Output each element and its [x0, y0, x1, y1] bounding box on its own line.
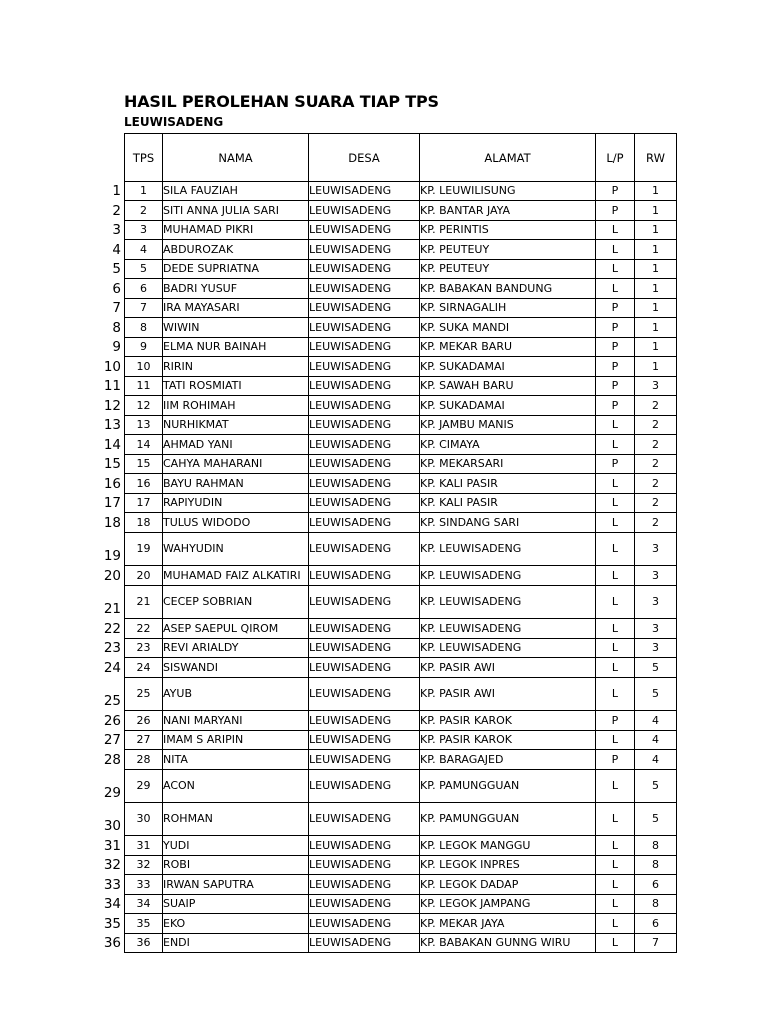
- cell-tps: 2: [125, 201, 163, 221]
- row-number: 4: [112, 242, 121, 258]
- table-row: [125, 299, 677, 318]
- cell-lp: L: [596, 914, 635, 934]
- cell-tps: 28: [125, 750, 163, 770]
- cell-desa: LEUWISADENG: [309, 279, 420, 299]
- cell-tps: 7: [125, 299, 163, 318]
- cell-rw: 8: [635, 836, 677, 856]
- page-title: HASIL PEROLEHAN SUARA TIAP TPS: [124, 92, 439, 111]
- table-row: [125, 658, 677, 678]
- row-number: 19: [103, 548, 121, 564]
- cell-alamat: KP. PAMUNGGUAN: [420, 803, 596, 836]
- cell-tps: 8: [125, 318, 163, 338]
- cell-tps: 3: [125, 221, 163, 240]
- cell-desa: LEUWISADENG: [309, 299, 420, 318]
- cell-nama: WIWIN: [163, 318, 309, 338]
- cell-rw: 6: [635, 875, 677, 895]
- cell-lp: L: [596, 260, 635, 279]
- cell-desa: LEUWISADENG: [309, 357, 420, 377]
- cell-lp: P: [596, 201, 635, 221]
- cell-desa: LEUWISADENG: [309, 566, 420, 586]
- row-number: 5: [112, 261, 121, 277]
- table-row: [125, 338, 677, 357]
- table-row: [125, 182, 677, 201]
- cell-desa: LEUWISADENG: [309, 201, 420, 221]
- cell-tps: 13: [125, 416, 163, 435]
- cell-nama: MUHAMAD FAIZ ALKATIRI: [163, 566, 309, 586]
- cell-lp: P: [596, 318, 635, 338]
- cell-tps: 29: [125, 770, 163, 803]
- table-row: [125, 639, 677, 658]
- cell-alamat: KP. LEUWISADENG: [420, 586, 596, 619]
- cell-tps: 21: [125, 586, 163, 619]
- row-number: 7: [112, 300, 121, 316]
- cell-lp: L: [596, 240, 635, 260]
- cell-nama: SISWANDI: [163, 658, 309, 678]
- header-alamat: ALAMAT: [420, 134, 596, 182]
- table-row: [125, 731, 677, 750]
- row-number: 27: [103, 732, 121, 748]
- cell-tps: 14: [125, 435, 163, 455]
- cell-desa: LEUWISADENG: [309, 658, 420, 678]
- cell-rw: 4: [635, 711, 677, 731]
- cell-alamat: KP. SINDANG SARI: [420, 513, 596, 533]
- cell-lp: L: [596, 836, 635, 856]
- cell-rw: 5: [635, 678, 677, 711]
- row-number: 17: [103, 495, 121, 511]
- cell-lp: P: [596, 711, 635, 731]
- table-row: [125, 836, 677, 856]
- cell-rw: 1: [635, 260, 677, 279]
- table-row: [125, 221, 677, 240]
- row-number: 22: [103, 621, 121, 637]
- cell-nama: EKO: [163, 914, 309, 934]
- cell-rw: 2: [635, 474, 677, 494]
- cell-nama: TULUS WIDODO: [163, 513, 309, 533]
- row-number: 12: [103, 398, 121, 414]
- cell-tps: 12: [125, 396, 163, 416]
- cell-lp: L: [596, 221, 635, 240]
- cell-desa: LEUWISADENG: [309, 533, 420, 566]
- cell-alamat: KP. LEUWISADENG: [420, 619, 596, 639]
- row-number: 23: [103, 640, 121, 656]
- table-row: [125, 934, 677, 953]
- row-number: 30: [103, 818, 121, 834]
- cell-alamat: KP. PASIR KAROK: [420, 711, 596, 731]
- cell-nama: IRA MAYASARI: [163, 299, 309, 318]
- table-row: [125, 533, 677, 566]
- cell-rw: 8: [635, 856, 677, 875]
- cell-desa: LEUWISADENG: [309, 455, 420, 474]
- cell-tps: 23: [125, 639, 163, 658]
- cell-rw: 2: [635, 494, 677, 513]
- table-row: [125, 279, 677, 299]
- cell-desa: LEUWISADENG: [309, 318, 420, 338]
- table-row: [125, 566, 677, 586]
- cell-lp: P: [596, 338, 635, 357]
- cell-desa: LEUWISADENG: [309, 513, 420, 533]
- cell-rw: 1: [635, 221, 677, 240]
- cell-desa: LEUWISADENG: [309, 836, 420, 856]
- header-nama: NAMA: [163, 134, 309, 182]
- cell-nama: CECEP SOBRIAN: [163, 586, 309, 619]
- cell-tps: 6: [125, 279, 163, 299]
- cell-alamat: KP. PEUTEUY: [420, 240, 596, 260]
- cell-alamat: KP. LEGOK INPRES: [420, 856, 596, 875]
- cell-alamat: KP. MEKARSARI: [420, 455, 596, 474]
- cell-nama: YUDI: [163, 836, 309, 856]
- cell-lp: P: [596, 182, 635, 201]
- cell-lp: P: [596, 750, 635, 770]
- table-row: [125, 914, 677, 934]
- cell-nama: IIM ROHIMAH: [163, 396, 309, 416]
- cell-tps: 17: [125, 494, 163, 513]
- cell-desa: LEUWISADENG: [309, 678, 420, 711]
- cell-lp: L: [596, 494, 635, 513]
- cell-lp: L: [596, 639, 635, 658]
- table-row: [125, 318, 677, 338]
- cell-alamat: KP. KALI PASIR: [420, 474, 596, 494]
- cell-desa: LEUWISADENG: [309, 474, 420, 494]
- cell-alamat: KP. LEUWISADENG: [420, 533, 596, 566]
- table-row: [125, 619, 677, 639]
- cell-rw: 1: [635, 279, 677, 299]
- cell-desa: LEUWISADENG: [309, 494, 420, 513]
- cell-desa: LEUWISADENG: [309, 221, 420, 240]
- cell-alamat: KP. LEGOK MANGGU: [420, 836, 596, 856]
- table-row: [125, 416, 677, 435]
- table-row: [125, 435, 677, 455]
- cell-rw: 3: [635, 586, 677, 619]
- cell-nama: ABDUROZAK: [163, 240, 309, 260]
- cell-desa: LEUWISADENG: [309, 377, 420, 396]
- cell-alamat: KP. MEKAR BARU: [420, 338, 596, 357]
- cell-desa: LEUWISADENG: [309, 803, 420, 836]
- cell-nama: AHMAD YANI: [163, 435, 309, 455]
- cell-tps: 26: [125, 711, 163, 731]
- cell-rw: 5: [635, 770, 677, 803]
- cell-lp: P: [596, 357, 635, 377]
- cell-rw: 4: [635, 731, 677, 750]
- cell-lp: L: [596, 770, 635, 803]
- row-number: 2: [112, 203, 121, 219]
- table-row: [125, 377, 677, 396]
- header-desa: DESA: [309, 134, 420, 182]
- row-number: 20: [103, 568, 121, 584]
- cell-rw: 1: [635, 299, 677, 318]
- table-row: [125, 856, 677, 875]
- cell-nama: IMAM S ARIPIN: [163, 731, 309, 750]
- row-number: 3: [112, 222, 121, 238]
- cell-alamat: KP. PERINTIS: [420, 221, 596, 240]
- cell-nama: WAHYUDIN: [163, 533, 309, 566]
- cell-nama: NANI MARYANI: [163, 711, 309, 731]
- cell-nama: ENDI: [163, 934, 309, 953]
- cell-nama: RAPIYUDIN: [163, 494, 309, 513]
- cell-lp: L: [596, 875, 635, 895]
- table-row: [125, 455, 677, 474]
- cell-alamat: KP. BABAKAN GUNNG WIRU: [420, 934, 596, 953]
- row-number: 25: [103, 693, 121, 709]
- cell-tps: 19: [125, 533, 163, 566]
- cell-lp: L: [596, 619, 635, 639]
- cell-nama: BADRI YUSUF: [163, 279, 309, 299]
- cell-tps: 18: [125, 513, 163, 533]
- cell-tps: 30: [125, 803, 163, 836]
- cell-desa: LEUWISADENG: [309, 338, 420, 357]
- table-row: [125, 240, 677, 260]
- cell-tps: 24: [125, 658, 163, 678]
- table-row: [125, 770, 677, 803]
- cell-rw: 2: [635, 416, 677, 435]
- row-number: 15: [103, 456, 121, 472]
- row-number: 33: [103, 877, 121, 893]
- cell-nama: SILA FAUZIAH: [163, 182, 309, 201]
- cell-desa: LEUWISADENG: [309, 856, 420, 875]
- cell-tps: 15: [125, 455, 163, 474]
- cell-tps: 35: [125, 914, 163, 934]
- row-number: 21: [103, 601, 121, 617]
- cell-tps: 4: [125, 240, 163, 260]
- row-number: 14: [103, 437, 121, 453]
- table-row: [125, 678, 677, 711]
- cell-desa: LEUWISADENG: [309, 875, 420, 895]
- page-subtitle: LEUWISADENG: [124, 115, 224, 129]
- row-number: 34: [103, 896, 121, 912]
- cell-desa: LEUWISADENG: [309, 934, 420, 953]
- row-number: 35: [103, 916, 121, 932]
- cell-lp: L: [596, 533, 635, 566]
- cell-alamat: KP. BABAKAN BANDUNG: [420, 279, 596, 299]
- cell-rw: 1: [635, 338, 677, 357]
- cell-tps: 11: [125, 377, 163, 396]
- cell-nama: SITI ANNA JULIA SARI: [163, 201, 309, 221]
- cell-lp: P: [596, 299, 635, 318]
- table-row: [125, 586, 677, 619]
- cell-rw: 5: [635, 658, 677, 678]
- cell-alamat: KP. SUKADAMAI: [420, 396, 596, 416]
- row-number: 8: [112, 320, 121, 336]
- cell-alamat: KP. KALI PASIR: [420, 494, 596, 513]
- cell-rw: 6: [635, 914, 677, 934]
- row-number: 31: [103, 838, 121, 854]
- table-header-row: [125, 134, 677, 182]
- cell-lp: L: [596, 678, 635, 711]
- row-number: 13: [103, 417, 121, 433]
- cell-tps: 27: [125, 731, 163, 750]
- cell-desa: LEUWISADENG: [309, 619, 420, 639]
- cell-nama: ELMA NUR BAINAH: [163, 338, 309, 357]
- row-number: 28: [103, 752, 121, 768]
- cell-tps: 33: [125, 875, 163, 895]
- cell-alamat: KP. BARAGAJED: [420, 750, 596, 770]
- cell-rw: 3: [635, 533, 677, 566]
- cell-desa: LEUWISADENG: [309, 240, 420, 260]
- cell-rw: 3: [635, 619, 677, 639]
- cell-lp: P: [596, 396, 635, 416]
- cell-lp: L: [596, 435, 635, 455]
- cell-alamat: KP. LEUWILISUNG: [420, 182, 596, 201]
- cell-lp: L: [596, 566, 635, 586]
- cell-rw: 5: [635, 803, 677, 836]
- cell-desa: LEUWISADENG: [309, 260, 420, 279]
- cell-rw: 7: [635, 934, 677, 953]
- cell-nama: AYUB: [163, 678, 309, 711]
- cell-lp: L: [596, 513, 635, 533]
- cell-alamat: KP. MEKAR JAYA: [420, 914, 596, 934]
- cell-desa: LEUWISADENG: [309, 396, 420, 416]
- cell-nama: SUAIP: [163, 895, 309, 914]
- cell-alamat: KP. PEUTEUY: [420, 260, 596, 279]
- cell-lp: L: [596, 586, 635, 619]
- cell-alamat: KP. JAMBU MANIS: [420, 416, 596, 435]
- cell-alamat: KP. PASIR AWI: [420, 678, 596, 711]
- cell-alamat: KP. PASIR AWI: [420, 658, 596, 678]
- cell-nama: NURHIKMAT: [163, 416, 309, 435]
- cell-desa: LEUWISADENG: [309, 750, 420, 770]
- cell-tps: 9: [125, 338, 163, 357]
- table-row: [125, 260, 677, 279]
- cell-desa: LEUWISADENG: [309, 895, 420, 914]
- cell-rw: 4: [635, 750, 677, 770]
- cell-tps: 16: [125, 474, 163, 494]
- table-row: [125, 474, 677, 494]
- cell-lp: L: [596, 416, 635, 435]
- cell-tps: 22: [125, 619, 163, 639]
- cell-nama: DEDE SUPRIATNA: [163, 260, 309, 279]
- cell-tps: 34: [125, 895, 163, 914]
- row-number: 16: [103, 476, 121, 492]
- cell-nama: REVI ARIALDY: [163, 639, 309, 658]
- cell-tps: 5: [125, 260, 163, 279]
- cell-rw: 2: [635, 455, 677, 474]
- table-row: [125, 201, 677, 221]
- cell-lp: P: [596, 377, 635, 396]
- cell-nama: TATI ROSMIATI: [163, 377, 309, 396]
- cell-rw: 1: [635, 201, 677, 221]
- cell-lp: L: [596, 856, 635, 875]
- cell-desa: LEUWISADENG: [309, 586, 420, 619]
- cell-lp: L: [596, 803, 635, 836]
- cell-alamat: KP. SIRNAGALIH: [420, 299, 596, 318]
- cell-nama: IRWAN SAPUTRA: [163, 875, 309, 895]
- row-number: 26: [103, 713, 121, 729]
- cell-desa: LEUWISADENG: [309, 416, 420, 435]
- table-row: [125, 875, 677, 895]
- cell-lp: L: [596, 731, 635, 750]
- cell-nama: ASEP SAEPUL QIROM: [163, 619, 309, 639]
- cell-rw: 1: [635, 240, 677, 260]
- cell-lp: L: [596, 474, 635, 494]
- cell-alamat: KP. PASIR KAROK: [420, 731, 596, 750]
- cell-desa: LEUWISADENG: [309, 770, 420, 803]
- table-row: [125, 895, 677, 914]
- cell-rw: 2: [635, 435, 677, 455]
- table-row: [125, 711, 677, 731]
- cell-rw: 2: [635, 396, 677, 416]
- cell-lp: L: [596, 658, 635, 678]
- cell-alamat: KP. SUKA MANDI: [420, 318, 596, 338]
- row-number: 18: [103, 515, 121, 531]
- cell-rw: 2: [635, 513, 677, 533]
- cell-tps: 25: [125, 678, 163, 711]
- cell-rw: 1: [635, 182, 677, 201]
- cell-desa: LEUWISADENG: [309, 711, 420, 731]
- cell-rw: 1: [635, 357, 677, 377]
- cell-alamat: KP. LEGOK JAMPANG: [420, 895, 596, 914]
- row-number: 29: [103, 785, 121, 801]
- cell-rw: 1: [635, 318, 677, 338]
- cell-alamat: KP. LEGOK DADAP: [420, 875, 596, 895]
- header-rw: RW: [635, 134, 677, 182]
- table-row: [125, 513, 677, 533]
- vote-results-table: [124, 133, 677, 953]
- cell-tps: 10: [125, 357, 163, 377]
- cell-lp: L: [596, 934, 635, 953]
- row-number: 9: [112, 339, 121, 355]
- cell-alamat: KP. BANTAR JAYA: [420, 201, 596, 221]
- cell-nama: ROHMAN: [163, 803, 309, 836]
- table-row: [125, 750, 677, 770]
- cell-nama: RIRIN: [163, 357, 309, 377]
- row-number: 10: [103, 359, 121, 375]
- cell-alamat: KP. PAMUNGGUAN: [420, 770, 596, 803]
- row-number: 32: [103, 857, 121, 873]
- cell-desa: LEUWISADENG: [309, 435, 420, 455]
- cell-rw: 3: [635, 566, 677, 586]
- header-tps: TPS: [125, 134, 163, 182]
- cell-nama: NITA: [163, 750, 309, 770]
- table-row: [125, 396, 677, 416]
- cell-lp: L: [596, 279, 635, 299]
- cell-rw: 3: [635, 377, 677, 396]
- cell-nama: ROBI: [163, 856, 309, 875]
- cell-alamat: KP. LEUWISADENG: [420, 639, 596, 658]
- cell-alamat: KP. CIMAYA: [420, 435, 596, 455]
- row-number: 11: [103, 378, 121, 394]
- cell-tps: 20: [125, 566, 163, 586]
- table-row: [125, 494, 677, 513]
- cell-lp: L: [596, 895, 635, 914]
- table-row: [125, 803, 677, 836]
- row-number: 1: [112, 183, 121, 199]
- row-number: 36: [103, 935, 121, 951]
- cell-desa: LEUWISADENG: [309, 182, 420, 201]
- cell-desa: LEUWISADENG: [309, 914, 420, 934]
- table-row: [125, 357, 677, 377]
- header-lp: L/P: [596, 134, 635, 182]
- cell-alamat: KP. LEUWISADENG: [420, 566, 596, 586]
- cell-nama: ACON: [163, 770, 309, 803]
- cell-nama: CAHYA MAHARANI: [163, 455, 309, 474]
- cell-nama: BAYU RAHMAN: [163, 474, 309, 494]
- cell-nama: MUHAMAD PIKRI: [163, 221, 309, 240]
- cell-rw: 3: [635, 639, 677, 658]
- cell-alamat: KP. SAWAH BARU: [420, 377, 596, 396]
- cell-tps: 31: [125, 836, 163, 856]
- row-number: 6: [112, 281, 121, 297]
- cell-desa: LEUWISADENG: [309, 731, 420, 750]
- cell-desa: LEUWISADENG: [309, 639, 420, 658]
- row-number: 24: [103, 660, 121, 676]
- cell-tps: 32: [125, 856, 163, 875]
- cell-tps: 1: [125, 182, 163, 201]
- cell-lp: P: [596, 455, 635, 474]
- cell-alamat: KP. SUKADAMAI: [420, 357, 596, 377]
- cell-tps: 36: [125, 934, 163, 953]
- cell-rw: 8: [635, 895, 677, 914]
